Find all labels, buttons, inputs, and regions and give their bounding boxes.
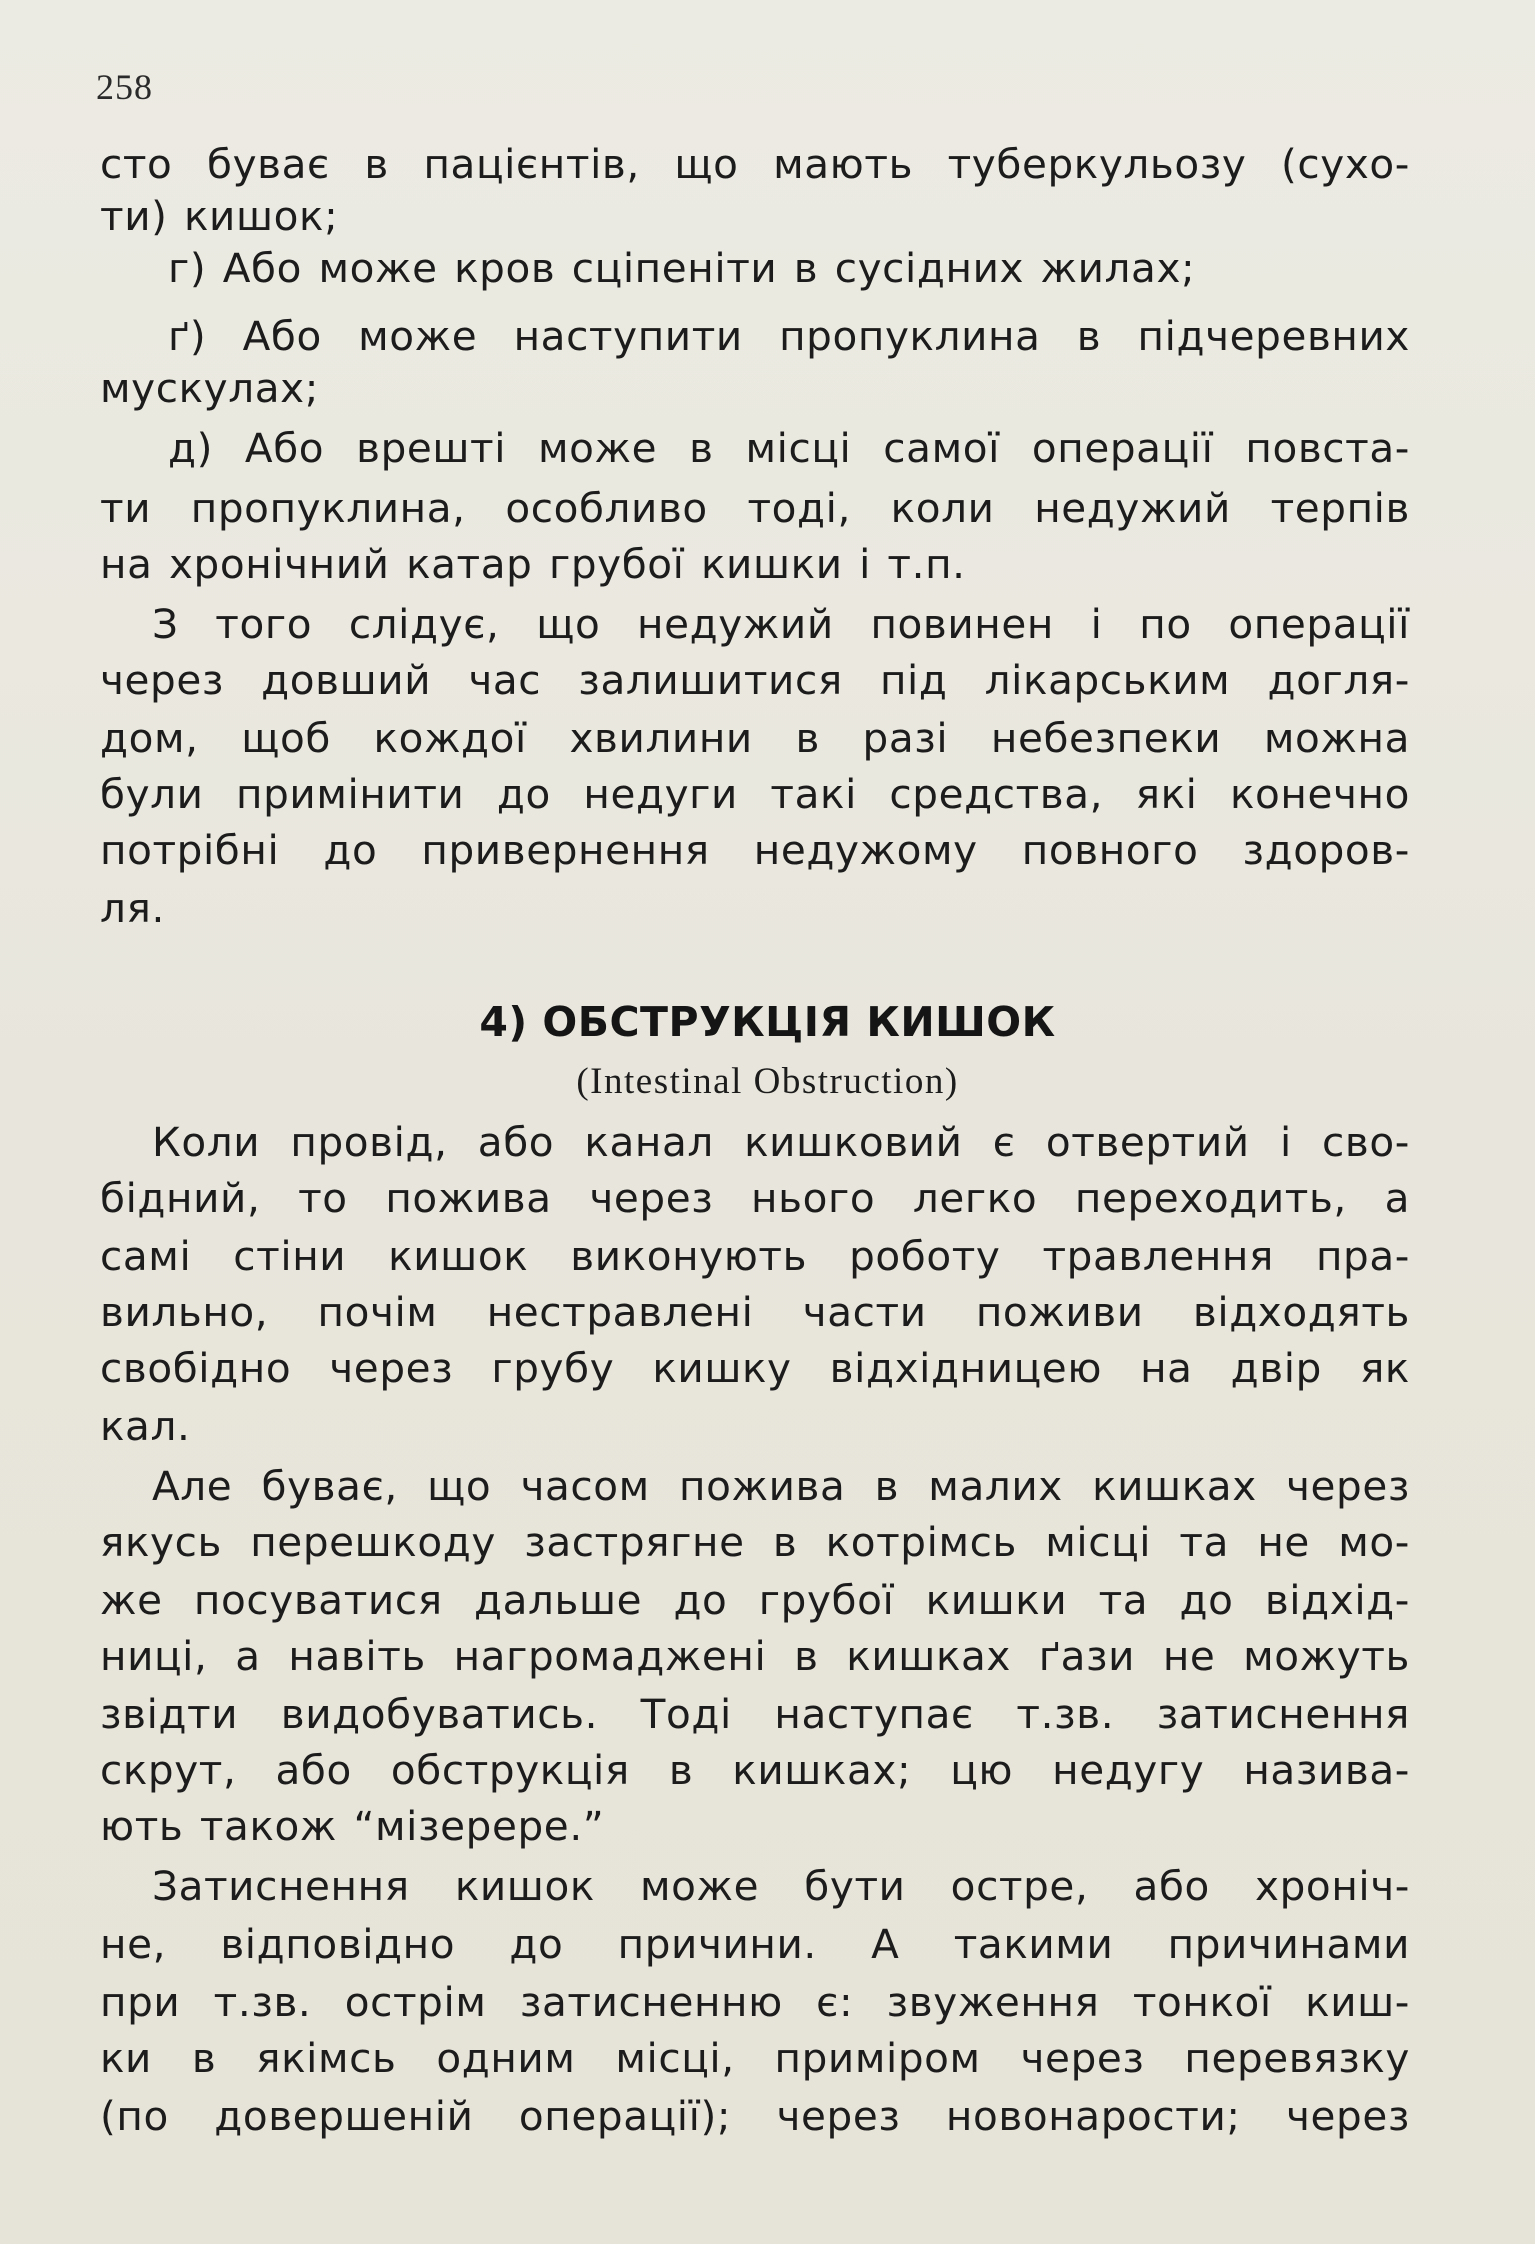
- text-line: свобідно через грубу кишку відхідницею на двір як: [100, 1344, 1410, 1392]
- text-line: через довший час залишитися під лікарським догля-: [100, 656, 1410, 704]
- text-line: г) Або може кров сціпеніти в сусідних жилах;: [168, 244, 1196, 292]
- text-line: ють також “мізерере.”: [100, 1802, 605, 1850]
- text-line: ниці, а навіть нагромаджені в кишках ґази не можуть: [100, 1632, 1410, 1680]
- text-line: вильно, почім нестравлені части поживи відходять: [100, 1288, 1410, 1336]
- text-line: скрут, або обструкція в кишках; цю недугу назива-: [100, 1746, 1410, 1794]
- text-line: д) Або врешті може в місці самої операції повста-: [168, 424, 1410, 472]
- text-line: якусь перешкоду застрягне в котрімсь місці та не мо-: [100, 1518, 1410, 1566]
- page-number: 258: [96, 67, 153, 107]
- text-line: ки в якімсь одним місці, приміром через перевязку: [100, 2034, 1410, 2082]
- text-line: були примінити до недуги такі средства, які конечно: [100, 770, 1410, 818]
- text-line: ґ) Або може наступити пропуклина в підчеревних: [168, 312, 1410, 360]
- text-line: Коли провід, або канал кишковий є отвертий і сво-: [152, 1118, 1410, 1166]
- text-line: мускулах;: [100, 364, 319, 412]
- text-line: бідний, то пожива через нього легко переходить, а: [100, 1174, 1410, 1222]
- text-line: З того слідує, що недужий повинен і по операції: [152, 600, 1410, 648]
- text-line: Але буває, що часом пожива в малих кишках через: [152, 1462, 1410, 1510]
- section-title: 4) ОБСТРУКЦІЯ КИШОК: [479, 998, 1056, 1046]
- text-line: не, відповідно до причини. А такими причинами: [100, 1920, 1410, 1968]
- section-subtitle: (Intestinal Obstruction): [576, 1061, 959, 1102]
- text-line: дом, щоб кождої хвилини в разі небезпеки можна: [100, 714, 1410, 762]
- text-line: самі стіни кишок виконують роботу травлення пра-: [100, 1232, 1410, 1280]
- text-line: ля.: [100, 884, 165, 932]
- text-line: Затиснення кишок може бути остре, або хроніч-: [152, 1862, 1410, 1910]
- text-line: ти) кишок;: [100, 192, 339, 240]
- text-line: (по довершеній операції); через новонарости; через: [100, 2092, 1410, 2140]
- text-line: потрібні до привернення недужому повного здоров-: [100, 826, 1410, 874]
- text-line: звідти видобуватись. Тоді наступає т.зв. затиснення: [100, 1690, 1410, 1738]
- text-line: ти пропуклина, особливо тоді, коли недужий терпів: [100, 484, 1410, 532]
- text-line: же посуватися дальше до грубої кишки та до відхід-: [100, 1576, 1410, 1624]
- text-line: при т.зв. острім затисненню є: звуження тонкої киш-: [100, 1978, 1410, 2026]
- text-line: сто буває в пацієнтів, що мають туберкульозу (сухо-: [100, 140, 1410, 188]
- text-line: кал.: [100, 1402, 191, 1450]
- text-line: на хронічний катар грубої кишки і т.п.: [100, 540, 966, 588]
